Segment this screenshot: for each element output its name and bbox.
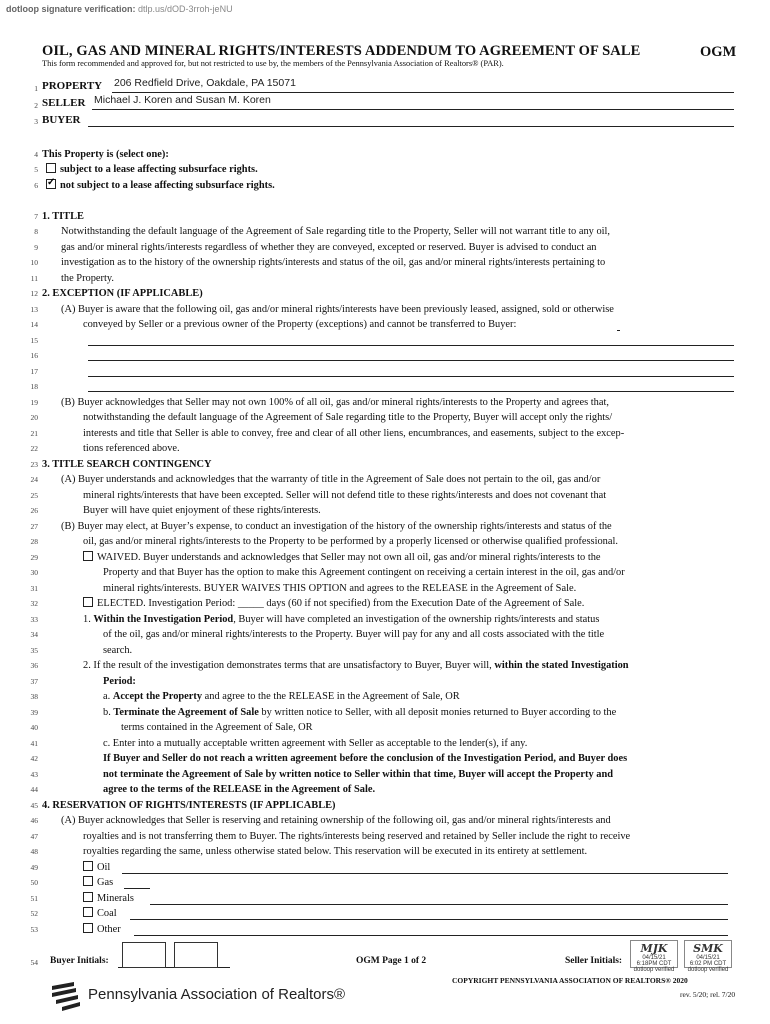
line-number: 18 [30, 382, 38, 391]
form-line [61, 520, 612, 533]
line-text: ELECTED. Investigation Period: _____ days (60 if not specified) from the Execution Date of the Agreement of Sale. [97, 598, 585, 609]
line-number: 12 [30, 289, 38, 298]
form-line [83, 845, 587, 858]
form-line [61, 396, 609, 409]
buyer-field[interactable] [88, 126, 734, 127]
line-number: 19 [30, 398, 38, 407]
line-text: Period: [103, 676, 136, 687]
checkbox[interactable] [83, 551, 93, 561]
form-line [42, 210, 84, 223]
exception-line[interactable] [88, 345, 734, 346]
line-number: 11 [30, 274, 38, 283]
sig-time: 6:02 PM CDT [689, 961, 727, 967]
form-line [103, 690, 460, 703]
line-text: b. Terminate the Agreement of Sale by written notice to Seller, with all deposit monies returned to Buyer according to the [103, 707, 617, 718]
form-line [42, 458, 212, 471]
line-text: 2. EXCEPTION (IF APPLICABLE) [42, 288, 203, 299]
checkbox[interactable] [83, 892, 93, 902]
line-text: Buyer will have quiet enjoyment of these rights/interests. [83, 505, 321, 516]
form-line [103, 737, 527, 750]
line-number: 8 [34, 227, 38, 236]
exception-line[interactable] [617, 330, 620, 331]
line-text: royalties and is not transferring them to Buyer. The rights/interests being reserved and retained by Seller include the right to receive [83, 831, 631, 842]
exception-line[interactable] [88, 391, 734, 392]
form-line [83, 318, 516, 331]
line-text: Other [97, 924, 121, 935]
line-number: 51 [30, 894, 38, 903]
line-number: 20 [30, 413, 38, 422]
form-line [83, 659, 629, 672]
form-line [83, 876, 113, 889]
line-number: 22 [30, 444, 38, 453]
line-text: 2. If the result of the investigation demonstrates terms that are unsatisfactory to Buyer, Buyer will, within the stated Investigation [83, 660, 629, 671]
reserve-coal-line[interactable] [130, 919, 728, 920]
line-number: 36 [30, 661, 38, 670]
line-number: 26 [30, 506, 38, 515]
verification-link[interactable]: dtlp.us/dOD-3rroh-jeNU [138, 4, 233, 14]
line-number: 24 [30, 475, 38, 484]
line-number: 39 [30, 708, 38, 717]
verification-label: dotloop signature verification: [6, 4, 136, 14]
buyer-initials-box-2[interactable] [174, 942, 218, 968]
form-line [61, 814, 611, 827]
line-text: agree to the terms of the RELEASE in the Agreement of Sale. [103, 784, 376, 795]
line-number: 37 [30, 677, 38, 686]
copyright: COPYRIGHT PENNSYLVANIA ASSOCIATION OF REALTORS® 2020 [452, 976, 688, 985]
line-number: 52 [30, 909, 38, 918]
line-text: c. Enter into a mutually acceptable written agreement with Seller as acceptable to the lender(s), if any. [103, 738, 528, 749]
line-text: 3. TITLE SEARCH CONTINGENCY [42, 459, 212, 470]
seller-signature-1[interactable] [630, 940, 678, 973]
form-line [83, 411, 612, 424]
form-line [103, 628, 604, 641]
line-text: Minerals [97, 893, 134, 904]
buyer-label: BUYER [42, 114, 81, 126]
form-line [83, 907, 117, 920]
line-text: search. [103, 645, 133, 656]
line-number: 27 [30, 522, 38, 531]
seller-field[interactable]: Michael J. Koren and Susan M. Koren [94, 94, 271, 106]
line-number: 54 [30, 958, 38, 967]
checkbox[interactable] [83, 861, 93, 871]
dotloop-verification [6, 4, 233, 14]
form-line [103, 783, 375, 796]
form-line [103, 644, 132, 657]
form-line [103, 752, 627, 765]
sig-note: dotloop verified [633, 967, 675, 973]
line-number: 7 [34, 212, 38, 221]
line-text: mineral rights/interests. BUYER WAIVES THIS OPTION and agrees to the RELEASE in the Agreement of Sale. [103, 583, 577, 594]
line-text: investigation as to the history of the ownership rights/interests and status of the oil, gas and/or mineral rights/interests pertaining to [61, 257, 606, 268]
property-field[interactable]: 206 Redfield Drive, Oakdale, PA 15071 [114, 77, 296, 89]
line-number: 29 [30, 553, 38, 562]
line-number: 34 [30, 630, 38, 639]
line-text: Oil [97, 862, 111, 873]
line-number: 9 [34, 243, 38, 252]
checkbox[interactable] [83, 907, 93, 917]
form-line [83, 489, 606, 502]
line-text: Gas [97, 877, 114, 888]
line-text: 1. Within the Investigation Period, Buyer will have completed an investigation of the ownership rights/interests and status [83, 614, 600, 625]
line-number: 50 [30, 878, 38, 887]
line-number: 28 [30, 537, 38, 546]
sig-date: 04/15/21 [696, 955, 720, 961]
form-subtitle: This form recommended and approved for, but not restricted to use by, the members of the Pennsylvania Association of Realtors® (PAR). [42, 59, 504, 68]
line-number: 43 [30, 770, 38, 779]
line-number: 44 [30, 785, 38, 794]
line-text: Notwithstanding the default language of the Agreement of Sale regarding title to the Property, Seller will not warrant title to any oil, [61, 226, 611, 237]
seller-label: SELLER [42, 97, 86, 109]
form-line [83, 892, 134, 905]
line-number: 6 [34, 181, 38, 190]
line-text: 4. RESERVATION OF RIGHTS/INTERESTS (IF APPLICABLE) [42, 800, 336, 811]
seller-initials-label: Seller Initials: [565, 956, 623, 966]
line-text: conveyed by Seller or a previous owner of the Property (exceptions) and cannot be transferred to Buyer: [83, 319, 517, 330]
line-text: This Property is (select one): [42, 149, 169, 160]
line-number: 2 [34, 101, 38, 110]
form-line [103, 566, 625, 579]
line-text: notwithstanding the default language of the Agreement of Sale regarding title to the Property, Buyer will accept only the rights/ [83, 412, 613, 423]
line-number: 32 [30, 599, 38, 608]
line-text: Property and that Buyer has the option to make this Agreement contingent on receiving a certain interest in the oil, gas and/or [103, 567, 625, 578]
form-line [61, 303, 614, 316]
form-line [103, 768, 613, 781]
reserve-gas-line[interactable] [124, 888, 150, 889]
form-line [42, 287, 203, 300]
sig-date: 04/15/21 [642, 955, 666, 961]
reserve-other-line[interactable] [134, 935, 728, 936]
line-number: 31 [30, 584, 38, 593]
seller-signature-2[interactable] [684, 940, 732, 973]
line-number: 21 [30, 429, 38, 438]
line-number: 30 [30, 568, 38, 577]
line-text: (A) Buyer acknowledges that Seller is reserving and retaining ownership of the following oil, gas and/or mineral rights/interests and [61, 815, 611, 826]
checkbox[interactable] [46, 163, 56, 173]
initials-mark: SMK [693, 942, 723, 955]
form-line [83, 597, 584, 610]
line-text: (A) Buyer is aware that the following oil, gas and/or mineral rights/interests have been previously leased, assigned, sold or otherwise [61, 304, 614, 315]
line-number: 33 [30, 615, 38, 624]
par-logo-text: Pennsylvania Association of Realtors® [88, 986, 346, 1003]
line-text: royalties regarding the same, unless otherwise stated below. This reservation will be executed in its entirety at settlement. [83, 846, 588, 857]
form-line [61, 256, 605, 269]
line-number: 35 [30, 646, 38, 655]
form-line [46, 179, 275, 192]
line-text: WAIVED. Buyer understands and acknowledges that Seller may not own all oil, gas and/or mineral rights/interests to the [97, 552, 601, 563]
form-line [42, 799, 336, 812]
form-line [83, 427, 624, 440]
checkbox[interactable] [83, 923, 93, 933]
line-number: 17 [30, 367, 38, 376]
line-number: 41 [30, 739, 38, 748]
reserve-oil-line[interactable] [122, 873, 728, 874]
line-text: not subject to a lease affecting subsurface rights. [60, 180, 275, 191]
line-number: 49 [30, 863, 38, 872]
line-number: 47 [30, 832, 38, 841]
form-line [83, 613, 599, 626]
reserve-minerals-line[interactable] [150, 904, 728, 905]
line-text: terms contained in the Agreement of Sale, OR [121, 722, 313, 733]
par-logo-icon [50, 980, 84, 1014]
checkbox[interactable] [83, 876, 93, 886]
buyer-initials-box-1[interactable] [122, 942, 166, 968]
exception-line[interactable] [88, 376, 734, 377]
seller-line [92, 109, 734, 110]
form-line [83, 504, 321, 517]
form-line [83, 442, 180, 455]
line-number: 3 [34, 117, 38, 126]
form-line [42, 148, 169, 161]
line-text: the Property. [61, 273, 114, 284]
form-line [83, 830, 630, 843]
form-line [83, 535, 618, 548]
sig-time: 6:18PM CDT [636, 961, 672, 967]
line-text: subject to a lease affecting subsurface rights. [60, 164, 258, 175]
buyer-initials-label: Buyer Initials: [50, 956, 109, 966]
form-line [83, 923, 121, 936]
initials-mark: MJK [640, 942, 668, 955]
sig-note: dotloop verified [687, 967, 729, 973]
line-number: 38 [30, 692, 38, 701]
line-number: 45 [30, 801, 38, 810]
revision: rev. 5/20; rel. 7/20 [680, 990, 736, 999]
line-number: 46 [30, 816, 38, 825]
line-text: of the oil, gas and/or mineral rights/interests to the Property. Buyer will pay for any and all costs associated with the title [103, 629, 605, 640]
property-line [112, 92, 734, 93]
line-text: interests and title that Seller is able to convey, free and clear of all other liens, encumbrances, and easements, subject to the excep- [83, 428, 625, 439]
line-text: gas and/or mineral rights/interests regardless of whether they are conveyed, excepted or reserved. Buyer is advised to conduct an [61, 242, 597, 253]
line-number: 40 [30, 723, 38, 732]
form-line [61, 225, 610, 238]
line-text: Coal [97, 908, 117, 919]
line-number: 53 [30, 925, 38, 934]
line-number: 25 [30, 491, 38, 500]
line-number: 4 [34, 150, 38, 159]
form-title: OIL, GAS AND MINERAL RIGHTS/INTERESTS ADDENDUM TO AGREEMENT OF SALE [42, 43, 641, 59]
form-line [61, 241, 597, 254]
line-number: 42 [30, 754, 38, 763]
line-number: 1 [34, 84, 38, 93]
line-text: oil, gas and/or mineral rights/interests to the Property to be performed by a properly licensed or otherwise qualified professional. [83, 536, 618, 547]
checkbox[interactable] [83, 597, 93, 607]
line-text: a. Accept the Property and agree to the the RELEASE in the Agreement of Sale, OR [103, 691, 460, 702]
form-line [61, 473, 600, 486]
line-text: (B) Buyer may elect, at Buyer’s expense, to conduct an investigation of the history of the ownership rights/interests and status of the [61, 521, 612, 532]
form-code: OGM [700, 44, 737, 60]
form-line [61, 272, 114, 285]
line-number: 15 [30, 336, 38, 345]
form-line [103, 582, 576, 595]
form-line [46, 163, 258, 176]
form-line [103, 675, 136, 688]
line-number: 23 [30, 460, 38, 469]
line-number: 16 [30, 351, 38, 360]
line-number: 14 [30, 320, 38, 329]
page-number: OGM Page 1 of 2 [356, 956, 427, 966]
form-line [103, 706, 616, 719]
line-text: (A) Buyer understands and acknowledges that the warranty of title in the Agreement of Sale does not pertain to the oil, gas and/or [61, 474, 601, 485]
checked-checkbox[interactable] [46, 179, 56, 189]
line-text: If Buyer and Seller do not reach a written agreement before the conclusion of the Investigation Period, and Buyer does [103, 753, 628, 764]
exception-line[interactable] [88, 360, 734, 361]
line-text: (B) Buyer acknowledges that Seller may not own 100% of all oil, gas and/or mineral rights/interests to the Property and agrees that, [61, 397, 609, 408]
line-text: mineral rights/interests that have been excepted. Seller will not defend title to these rights/interests and does not covenant that [83, 490, 607, 501]
form-line [83, 861, 110, 874]
line-number: 48 [30, 847, 38, 856]
form-line [121, 721, 313, 734]
line-text: 1. TITLE [42, 211, 84, 222]
property-label: PROPERTY [42, 80, 103, 92]
line-text: tions referenced above. [83, 443, 180, 454]
line-number: 10 [30, 258, 38, 267]
line-number: 5 [34, 165, 38, 174]
form-line [83, 551, 601, 564]
line-text: not terminate the Agreement of Sale by written notice to Seller within that time, Buyer will accept the Property and [103, 769, 614, 780]
line-number: 13 [30, 305, 38, 314]
